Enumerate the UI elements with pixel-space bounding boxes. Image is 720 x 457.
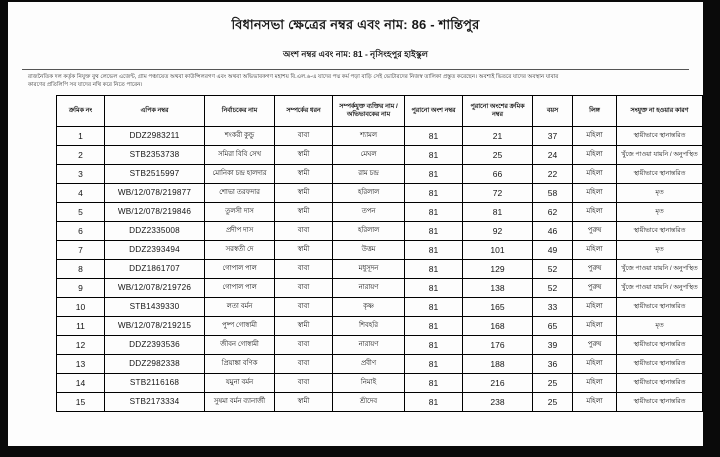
cell-epic: DDZ1861707	[105, 260, 205, 279]
cell-relative-name: হরিলাল	[333, 222, 405, 241]
table-row	[57, 165, 703, 184]
notice-line-1: রাজনৈতিক দল কর্তৃক নিযুক্ত বুথ লেভেল এজেন্ট, গ্রাম পঞ্চায়েত অথবা কাউন্সিলরগণ এবং অথবা অভিভাবকগণ মহাশয় বি.এল.৬-এ যাদের পদ্ম কর্ম পড়া বাড়ি সেই ভোটারদের নিজস্ব তালিকা প্রস্তুত করেছেন। অবশ্যই ভিতরে যাদের অবস্থান যাবার	[28, 74, 559, 80]
cell-epic: STB1439330	[105, 298, 205, 317]
cell-relation-type: বাবা	[275, 222, 333, 241]
constituency-title: বিধানসভা ক্ষেত্রের নম্বর এবং নাম: 86 - শান্তিপুর	[231, 17, 480, 32]
cell-age: 52	[533, 279, 573, 298]
cell-sex: মহিলা	[573, 393, 617, 412]
cell-elector-name: লতা বর্মন	[205, 298, 275, 317]
cell-relation-type: স্বামী	[275, 165, 333, 184]
table-row	[57, 203, 703, 222]
cell-serial: 3	[57, 165, 105, 184]
cell-relative-name: শ্যামল	[333, 127, 405, 146]
cell-epic: DDZ2335008	[105, 222, 205, 241]
cell-old-part: 81	[405, 222, 463, 241]
cell-serial: 5	[57, 203, 105, 222]
cell-serial: 11	[57, 317, 105, 336]
cell-reason: স্থায়ীভাবে স্থানান্তরিত	[617, 336, 703, 355]
cell-old-serial: 21	[463, 127, 533, 146]
cell-sex: মহিলা	[573, 374, 617, 393]
cell-old-serial: 66	[463, 165, 533, 184]
table-row	[57, 317, 703, 336]
cell-relation-type: বাবা	[275, 279, 333, 298]
header-relative-name: সম্পর্কযুক্ত ব্যক্তির নাম / অভিভাবকের নাম	[333, 96, 405, 127]
cell-old-serial: 25	[463, 146, 533, 165]
cell-sex: মহিলা	[573, 184, 617, 203]
cell-reason: স্থায়ীভাবে স্থানান্তরিত	[617, 355, 703, 374]
cell-sex: পুরুষ	[573, 336, 617, 355]
cell-epic: DDZ2393536	[105, 336, 205, 355]
cell-old-serial: 129	[463, 260, 533, 279]
cell-elector-name: সরস্বতী দে	[205, 241, 275, 260]
cell-relation-type: স্বামী	[275, 184, 333, 203]
cell-old-serial: 216	[463, 374, 533, 393]
cell-sex: মহিলা	[573, 241, 617, 260]
cell-elector-name: যমুনা বর্মন	[205, 374, 275, 393]
cell-relative-name: রাম চন্দ্র	[333, 165, 405, 184]
cell-epic: STB2116168	[105, 374, 205, 393]
cell-reason: খুঁজে পাওয়া যায়নি / অনুপস্থিত	[617, 260, 703, 279]
cell-relative-name: উত্তম	[333, 241, 405, 260]
cell-epic: STB2353738	[105, 146, 205, 165]
cell-old-serial: 188	[463, 355, 533, 374]
cell-sex: পুরুষ	[573, 222, 617, 241]
table-row	[57, 260, 703, 279]
cell-old-serial: 165	[463, 298, 533, 317]
cell-reason: খুঁজে পাওয়া যায়নি / অনুপস্থিত	[617, 279, 703, 298]
cell-epic: STB2173334	[105, 393, 205, 412]
cell-old-serial: 72	[463, 184, 533, 203]
cell-old-part: 81	[405, 298, 463, 317]
cell-old-serial: 81	[463, 203, 533, 222]
cell-reason: স্থায়ীভাবে স্থানান্তরিত	[617, 222, 703, 241]
cell-serial: 14	[57, 374, 105, 393]
cell-old-serial: 238	[463, 393, 533, 412]
cell-old-part: 81	[405, 336, 463, 355]
cell-reason: মৃত	[617, 317, 703, 336]
cell-reason: স্থায়ীভাবে স্থানান্তরিত	[617, 165, 703, 184]
cell-age: 65	[533, 317, 573, 336]
cell-relative-name: তপন	[333, 203, 405, 222]
cell-serial: 15	[57, 393, 105, 412]
cell-elector-name: জীবন গোস্বামী	[205, 336, 275, 355]
header-relation-type: সম্পর্কের ধরন	[275, 96, 333, 127]
table-row	[57, 279, 703, 298]
cell-old-part: 81	[405, 241, 463, 260]
cell-sex: মহিলা	[573, 203, 617, 222]
table-row	[57, 127, 703, 146]
cell-sex: মহিলা	[573, 317, 617, 336]
cell-relative-name: শিবহরি	[333, 317, 405, 336]
cell-reason: স্থায়ীভাবে স্থানান্তরিত	[617, 374, 703, 393]
cell-old-part: 81	[405, 184, 463, 203]
cell-serial: 12	[57, 336, 105, 355]
notice-line-2: কারণের প্রতিলিপি সব যাদের নথি করে নিতে পারেন।	[28, 81, 143, 88]
cell-age: 39	[533, 336, 573, 355]
cell-elector-name: সুষমা বর্মন ব্যানার্জী	[205, 393, 275, 412]
cell-age: 36	[533, 355, 573, 374]
cell-epic: WB/12/078/219877	[105, 184, 205, 203]
cell-age: 22	[533, 165, 573, 184]
cell-old-serial: 138	[463, 279, 533, 298]
cell-age: 25	[533, 374, 573, 393]
header-old-serial: পুরানো অংশের ক্রমিক নম্বর	[463, 96, 533, 127]
cell-elector-name: তুলসী দাস	[205, 203, 275, 222]
cell-elector-name: সমিরা বিবি সেখ	[205, 146, 275, 165]
cell-age: 33	[533, 298, 573, 317]
cell-reason: স্থায়ীভাবে স্থানান্তরিত	[617, 393, 703, 412]
header-sex: লিঙ্গ	[573, 96, 617, 127]
cell-reason: খুঁজে পাওয়া যায়নি / অনুপস্থিত	[617, 146, 703, 165]
cell-sex: মহিলা	[573, 298, 617, 317]
cell-serial: 9	[57, 279, 105, 298]
cell-serial: 2	[57, 146, 105, 165]
cell-epic: WB/12/078/219215	[105, 317, 205, 336]
table-row	[57, 241, 703, 260]
cell-sex: মহিলা	[573, 127, 617, 146]
table-row	[57, 298, 703, 317]
cell-old-part: 81	[405, 260, 463, 279]
cell-reason: মৃত	[617, 241, 703, 260]
cell-epic: DDZ2982338	[105, 355, 205, 374]
cell-relative-name: হরিলাল	[333, 184, 405, 203]
cell-relation-type: স্বামী	[275, 146, 333, 165]
cell-age: 62	[533, 203, 573, 222]
table-row	[57, 355, 703, 374]
cell-relative-name: নারায়ণ	[333, 279, 405, 298]
cell-relation-type: বাবা	[275, 374, 333, 393]
cell-old-part: 81	[405, 279, 463, 298]
cell-serial: 10	[57, 298, 105, 317]
cell-old-serial: 168	[463, 317, 533, 336]
cell-relation-type: স্বামী	[275, 241, 333, 260]
cell-old-part: 81	[405, 317, 463, 336]
header-elector-name: নির্বাচকের নাম	[205, 96, 275, 127]
cell-age: 24	[533, 146, 573, 165]
table-row	[57, 184, 703, 203]
header-serial: ক্রমিক নং	[57, 96, 105, 127]
part-subtitle: অংশ নম্বর এবং নাম: 81 - নৃসিংহপুর হাইস্কুল	[282, 49, 429, 59]
cell-epic: WB/12/078/219726	[105, 279, 205, 298]
cell-sex: পুরুষ	[573, 260, 617, 279]
cell-sex: মহিলা	[573, 146, 617, 165]
table-row	[57, 222, 703, 241]
cell-relation-type: বাবা	[275, 355, 333, 374]
cell-relation-type: স্বামী	[275, 317, 333, 336]
cell-relative-name: শ্রীদেব	[333, 393, 405, 412]
cell-relation-type: বাবা	[275, 260, 333, 279]
cell-elector-name: শোভা তরফদার	[205, 184, 275, 203]
cell-age: 52	[533, 260, 573, 279]
cell-reason: স্থায়ীভাবে স্থানান্তরিত	[617, 127, 703, 146]
voter-table-header	[57, 96, 703, 127]
cell-serial: 7	[57, 241, 105, 260]
cell-serial: 8	[57, 260, 105, 279]
header-reason: সংযুক্ত না হওয়ার কারণ	[617, 96, 703, 127]
table-row	[57, 336, 703, 355]
cell-epic: STB2515997	[105, 165, 205, 184]
cell-epic: DDZ2393494	[105, 241, 205, 260]
cell-relation-type: বাবা	[275, 336, 333, 355]
cell-age: 37	[533, 127, 573, 146]
cell-old-part: 81	[405, 146, 463, 165]
table-row	[57, 374, 703, 393]
cell-age: 58	[533, 184, 573, 203]
cell-serial: 4	[57, 184, 105, 203]
cell-relative-name: মেঘল	[333, 146, 405, 165]
cell-age: 49	[533, 241, 573, 260]
cell-old-part: 81	[405, 393, 463, 412]
cell-epic: WB/12/078/219846	[105, 203, 205, 222]
cell-old-part: 81	[405, 203, 463, 222]
cell-reason: মৃত	[617, 184, 703, 203]
cell-old-part: 81	[405, 374, 463, 393]
cell-elector-name: শংকরী কুন্ডু	[205, 127, 275, 146]
header-row	[57, 96, 703, 127]
cell-relation-type: বাবা	[275, 298, 333, 317]
cell-elector-name: পুষ্প গোস্বামী	[205, 317, 275, 336]
cell-old-part: 81	[405, 165, 463, 184]
cell-relation-type: স্বামী	[275, 203, 333, 222]
cell-relative-name: নিমাই	[333, 374, 405, 393]
cell-elector-name: প্রিয়াঙ্কা বণিক	[205, 355, 275, 374]
voter-table-body	[57, 127, 703, 412]
cell-sex: মহিলা	[573, 355, 617, 374]
cell-relative-name: কৃষ্ণ	[333, 298, 405, 317]
cell-relative-name: মধুসূদন	[333, 260, 405, 279]
notice-paragraph	[28, 74, 683, 89]
cell-reason: স্থায়ীভাবে স্থানান্তরিত	[617, 298, 703, 317]
cell-epic: DDZ2983211	[105, 127, 205, 146]
header-old-part: পুরানো অংশ নম্বর	[405, 96, 463, 127]
cell-serial: 6	[57, 222, 105, 241]
divider-rule	[22, 69, 689, 70]
document-page	[8, 2, 703, 446]
cell-elector-name: মোনিকা চন্দ্র হালদার	[205, 165, 275, 184]
cell-relation-type: স্বামী	[275, 393, 333, 412]
header-epic: এপিক নম্বর	[105, 96, 205, 127]
cell-elector-name: প্রদীপ দাস	[205, 222, 275, 241]
cell-old-serial: 176	[463, 336, 533, 355]
cell-sex: পুরুষ	[573, 279, 617, 298]
cell-relative-name: নারায়ণ	[333, 336, 405, 355]
cell-old-serial: 92	[463, 222, 533, 241]
cell-relative-name: প্রবীণ	[333, 355, 405, 374]
cell-elector-name: গোপাল পাল	[205, 279, 275, 298]
cell-serial: 1	[57, 127, 105, 146]
cell-sex: মহিলা	[573, 165, 617, 184]
header-age: বয়স	[533, 96, 573, 127]
cell-elector-name: গোপাল পাল	[205, 260, 275, 279]
table-row	[57, 393, 703, 412]
cell-old-part: 81	[405, 127, 463, 146]
voter-table	[56, 95, 703, 412]
cell-relation-type: বাবা	[275, 127, 333, 146]
cell-reason: মৃত	[617, 203, 703, 222]
cell-age: 25	[533, 393, 573, 412]
cell-old-serial: 101	[463, 241, 533, 260]
cell-old-part: 81	[405, 355, 463, 374]
cell-age: 46	[533, 222, 573, 241]
cell-serial: 13	[57, 355, 105, 374]
table-row	[57, 146, 703, 165]
